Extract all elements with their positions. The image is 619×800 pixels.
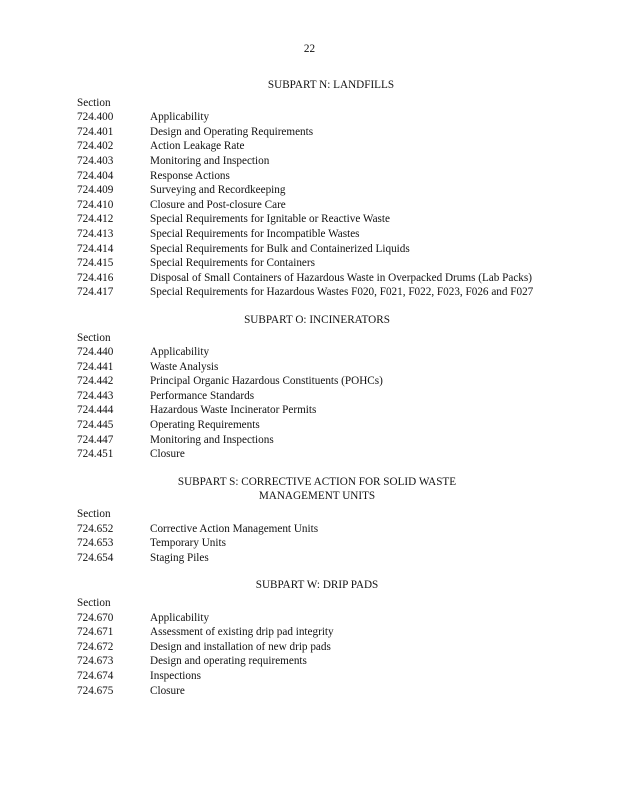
section-number: 724.442	[77, 375, 114, 388]
section-number: 724.440	[77, 346, 114, 359]
section-number: 724.401	[77, 125, 114, 138]
section-title: Waste Analysis	[150, 360, 219, 373]
subpart-heading-line: SUBPART S: CORRECTIVE ACTION FOR SOLID WASTE	[177, 475, 457, 488]
section-title: Closure	[150, 448, 185, 461]
section-number: 724.675	[77, 684, 114, 697]
section-title: Applicability	[150, 611, 210, 624]
list-item	[77, 212, 557, 227]
table-of-contents	[77, 78, 557, 711]
section-number: 724.404	[77, 169, 114, 182]
list-item	[77, 374, 557, 389]
section-title: Temporary Units	[150, 537, 226, 550]
section-title: Applicability	[150, 346, 210, 359]
section-title: Special Requirements for Hazardous Wastes F020, F021, F022, F023, F026 and F027	[150, 286, 534, 299]
list-item	[77, 110, 557, 125]
list-item	[77, 125, 557, 140]
list-item	[77, 625, 557, 640]
section-title: Applicability	[150, 111, 210, 124]
list-item	[77, 360, 557, 375]
list-item	[77, 654, 557, 669]
section-title: Special Requirements for Containers	[150, 257, 315, 270]
subpart-heading-line: SUBPART W: DRIP PADS	[255, 579, 379, 592]
section-number: 724.671	[77, 626, 114, 639]
list-item	[77, 611, 557, 626]
section-number: 724.670	[77, 611, 114, 624]
subpart-heading	[77, 78, 557, 93]
subpart-heading-line: SUBPART N: LANDFILLS	[267, 79, 395, 91]
section-number: 724.451	[77, 448, 114, 461]
list-item	[77, 447, 557, 462]
subpart-n	[77, 78, 557, 300]
list-item	[77, 154, 557, 169]
section-title: Hazardous Waste Incinerator Permits	[150, 404, 317, 417]
section-title: Special Requirements for Ignitable or Reactive Waste	[150, 213, 390, 226]
section-title: Closure and Post-closure Care	[150, 198, 286, 211]
section-number: 724.412	[77, 213, 114, 226]
section-title: Design and installation of new drip pads	[150, 640, 331, 653]
section-number: 724.674	[77, 669, 114, 682]
list-item	[77, 403, 557, 418]
section-number: 724.409	[77, 184, 114, 197]
list-item	[77, 271, 557, 286]
list-item	[77, 139, 557, 154]
subpart-heading	[77, 313, 557, 328]
section-number: 724.653	[77, 537, 114, 550]
section-number: 724.673	[77, 655, 114, 668]
section-number: 724.413	[77, 227, 114, 240]
section-title: Monitoring and Inspection	[150, 154, 270, 167]
section-title: Design and Operating Requirements	[150, 125, 314, 138]
list-item	[77, 684, 557, 699]
list-item	[77, 551, 557, 566]
section-title: Special Requirements for Incompatible Wastes	[150, 227, 360, 240]
list-item	[77, 418, 557, 433]
subpart-heading	[77, 475, 557, 504]
section-title: Action Leakage Rate	[150, 140, 245, 153]
section-label: Section	[77, 96, 111, 109]
section-title: Surveying and Recordkeeping	[150, 184, 286, 197]
list-item	[77, 242, 557, 257]
section-label: Section	[77, 508, 111, 521]
section-title: Response Actions	[150, 169, 230, 182]
list-item	[77, 183, 557, 198]
list-item	[77, 433, 557, 448]
list-item	[77, 227, 557, 242]
section-label: Section	[77, 331, 111, 344]
section-number: 724.416	[77, 271, 114, 284]
section-title: Design and operating requirements	[150, 655, 307, 668]
section-number: 724.445	[77, 419, 114, 432]
list-item	[77, 256, 557, 271]
section-number: 724.402	[77, 140, 114, 153]
section-number: 724.415	[77, 257, 114, 270]
section-title: Disposal of Small Containers of Hazardous Waste in Overpacked Drums (Lab Packs)	[150, 271, 532, 284]
list-item	[77, 536, 557, 551]
section-label: Section	[77, 597, 111, 609]
section-number: 724.410	[77, 198, 114, 211]
section-number: 724.654	[77, 551, 114, 564]
section-number: 724.444	[77, 404, 114, 417]
subpart-heading-line: SUBPART O: INCINERATORS	[244, 313, 390, 326]
section-number: 724.403	[77, 154, 114, 167]
section-title: Principal Organic Hazardous Constituents (POHCs)	[150, 375, 383, 388]
section-number: 724.652	[77, 522, 114, 535]
subpart-heading	[77, 578, 557, 593]
subpart-s	[77, 475, 557, 566]
list-item	[77, 169, 557, 184]
section-number: 724.400	[77, 111, 114, 124]
list-item	[77, 640, 557, 655]
section-title: Performance Standards	[150, 389, 255, 402]
subpart-w	[77, 578, 557, 698]
section-title: Special Requirements for Bulk and Containerized Liquids	[150, 242, 410, 255]
page-number: 22	[303, 43, 316, 55]
section-title: Corrective Action Management Units	[150, 522, 319, 535]
list-item	[77, 285, 557, 300]
section-title: Operating Requirements	[150, 419, 260, 432]
section-number: 724.447	[77, 433, 114, 446]
section-title: Staging Piles	[150, 551, 209, 564]
list-item	[77, 389, 557, 404]
section-number: 724.414	[77, 242, 114, 255]
subpart-heading-line: MANAGEMENT UNITS	[258, 490, 376, 503]
section-number: 724.417	[77, 286, 114, 299]
section-title: Assessment of existing drip pad integrity	[150, 626, 334, 639]
section-number: 724.441	[77, 360, 114, 373]
section-number: 724.443	[77, 389, 114, 402]
list-item	[77, 345, 557, 360]
subpart-o	[77, 313, 557, 462]
section-title: Closure	[150, 684, 185, 697]
section-title: Inspections	[150, 669, 201, 682]
list-item	[77, 669, 557, 684]
section-number: 724.672	[77, 640, 114, 653]
list-item	[77, 198, 557, 213]
section-title: Monitoring and Inspections	[150, 433, 274, 446]
list-item	[77, 522, 557, 537]
